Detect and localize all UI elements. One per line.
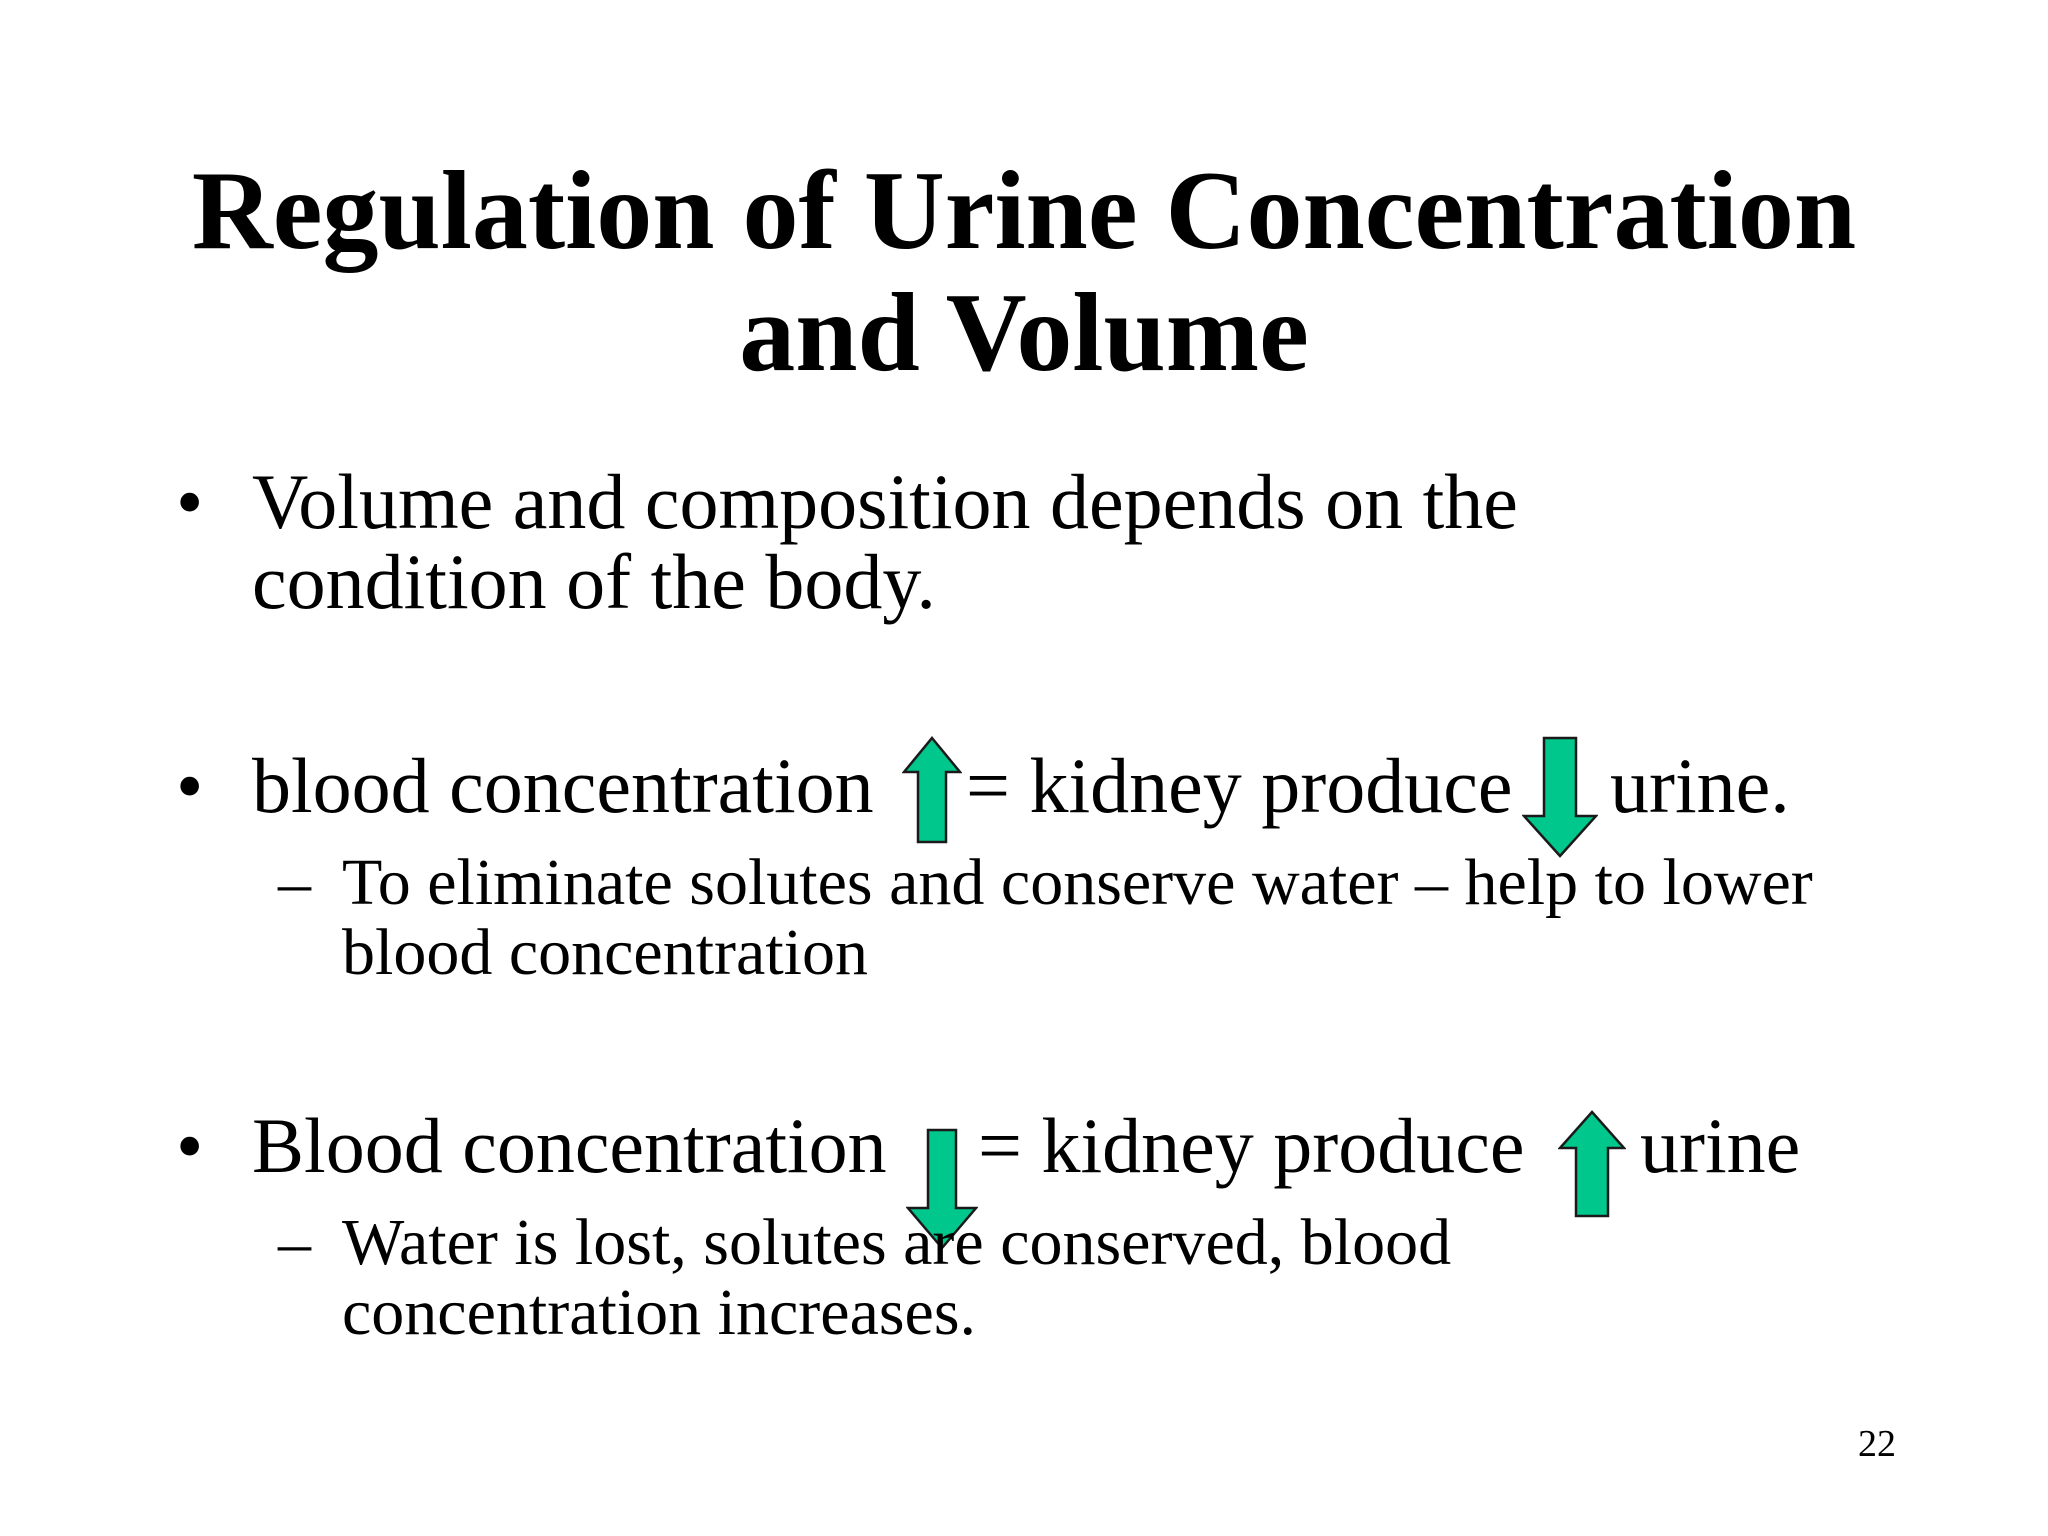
slide-title bbox=[0, 150, 2048, 394]
bullet-3-text-3: urine bbox=[1640, 1102, 1801, 1189]
bullet-3-sub-line-2: concentration increases. bbox=[342, 1276, 977, 1349]
up-arrow-icon bbox=[902, 736, 962, 844]
bullet-2-text-3: urine. bbox=[1610, 742, 1790, 829]
bullet-1-line-2: condition of the body. bbox=[252, 538, 936, 625]
bullet-marker-3: • bbox=[176, 1102, 204, 1189]
bullet-marker-2: • bbox=[176, 742, 204, 829]
sub-bullet-dash-2: – bbox=[278, 1206, 311, 1279]
sub-bullet-dash-1: – bbox=[278, 846, 311, 919]
title-line-2: and Volume bbox=[739, 271, 1309, 395]
down-arrow-icon bbox=[1522, 736, 1598, 858]
page-number: 22 bbox=[1858, 1423, 1896, 1465]
bullet-2-text-2: = kidney produce bbox=[966, 742, 1513, 829]
up-arrow-icon bbox=[1558, 1110, 1626, 1218]
bullet-1-line-1: Volume and composition depends on the bbox=[252, 458, 1518, 545]
bullet-2-sub-line-2: blood concentration bbox=[342, 916, 869, 989]
bullet-3-text-2: = kidney produce bbox=[978, 1102, 1525, 1189]
bullet-2-sub-line-1: To eliminate solutes and conserve water – help to lower bbox=[342, 846, 1813, 919]
bullet-3-text-1: Blood concentration bbox=[252, 1102, 887, 1189]
bullet-2-text-1: blood concentration bbox=[252, 742, 874, 829]
bullet-marker-1: • bbox=[176, 458, 204, 545]
bullet-3-sub-line-1: Water is lost, solutes are conserved, blood bbox=[342, 1206, 1452, 1279]
title-line-1: Regulation of Urine Concentration bbox=[191, 149, 1857, 273]
